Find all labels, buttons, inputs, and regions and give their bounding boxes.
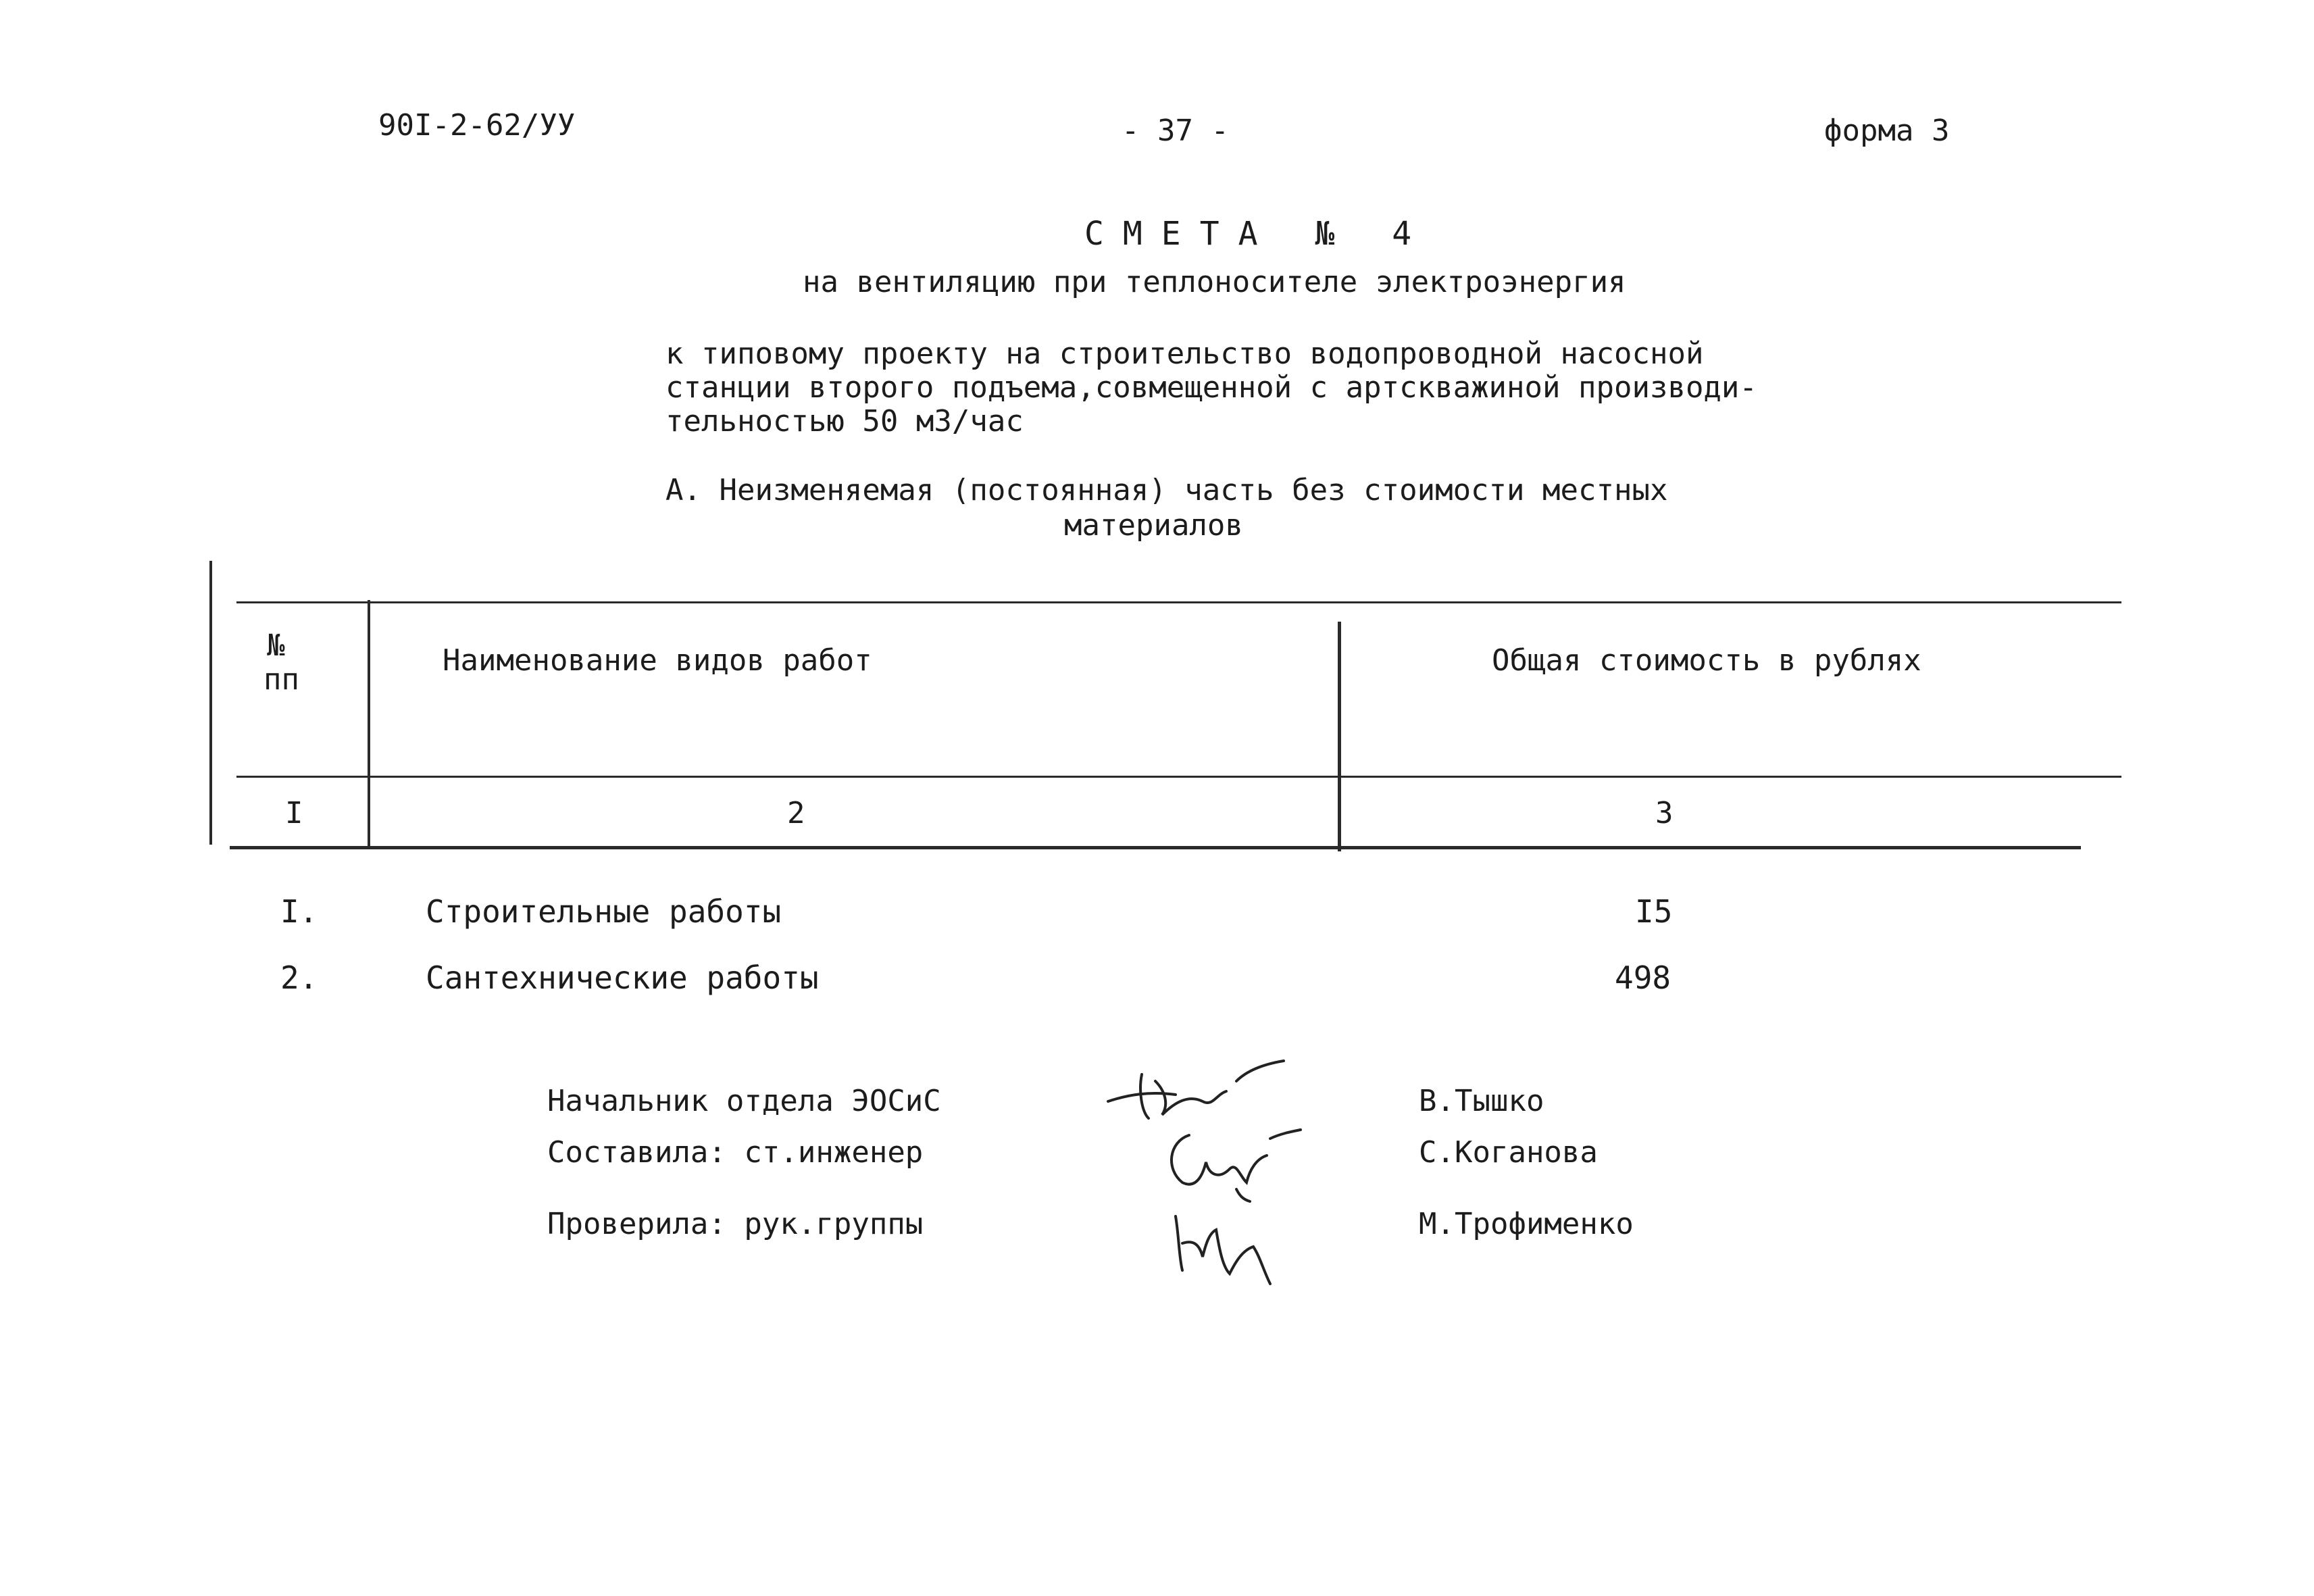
handwritten-signature-icon — [1155, 1122, 1311, 1203]
signatory-name: М.Трофименко — [1419, 1207, 1634, 1241]
table-left-border — [209, 561, 212, 845]
estimate-heading: СМЕТА № 4 — [1084, 215, 1431, 253]
section-title-line-1: А. Неизменяемая (постоянная) часть без стоимости местных — [665, 473, 1668, 507]
signatory-role: Составила: ст.инженер — [547, 1135, 924, 1170]
description-line-3: тельностью 50 м3/час — [665, 404, 1024, 439]
row-cost: 498 — [1615, 959, 1671, 996]
form-label: форма 3 — [1824, 114, 1950, 148]
row-work-name: Строительные работы — [426, 893, 782, 930]
table-colnum-bottom — [230, 846, 2081, 849]
table-col-divider-2 — [1338, 622, 1341, 851]
signatory-role: Начальник отдела ЭОСиС — [547, 1084, 941, 1118]
colnum-1: I — [285, 796, 303, 830]
section-title-line-2: материалов — [1064, 508, 1243, 543]
header-work-name: Наименование видов работ — [443, 643, 872, 678]
table-top-border — [236, 601, 2121, 603]
handwritten-signature-icon — [1162, 1203, 1297, 1291]
header-num-pp: пп — [263, 662, 299, 697]
handwritten-signature-icon — [1101, 1054, 1304, 1128]
colnum-3: 3 — [1655, 796, 1674, 830]
table-col-divider-1 — [368, 600, 370, 847]
page-number: - 37 - — [1122, 114, 1229, 148]
row-cost: I5 — [1635, 893, 1673, 930]
signatory-role: Проверила: рук.группы — [547, 1207, 924, 1241]
description-line-1: к типовому проекту на строительство водопроводной насосной — [665, 336, 1704, 371]
table-header-divider — [236, 776, 2121, 778]
header-num-symbol: № — [267, 628, 285, 663]
signatory-name: С.Коганова — [1419, 1135, 1598, 1170]
colnum-2: 2 — [787, 796, 805, 830]
header-total-cost: Общая стоимость в рублях — [1492, 643, 1921, 678]
estimate-subtitle: на вентиляцию при теплоносителе электроэнергия — [803, 265, 1626, 299]
document-code: 90I-2-62/УУ — [378, 108, 576, 143]
row-number: I. — [280, 893, 318, 930]
row-work-name: Сантехнические работы — [426, 959, 819, 996]
signatory-name: В.Тышко — [1419, 1084, 1544, 1118]
row-number: 2. — [280, 959, 318, 996]
description-line-2: станции второго подъема,совмещенной с артскважиной производи- — [665, 370, 1757, 405]
